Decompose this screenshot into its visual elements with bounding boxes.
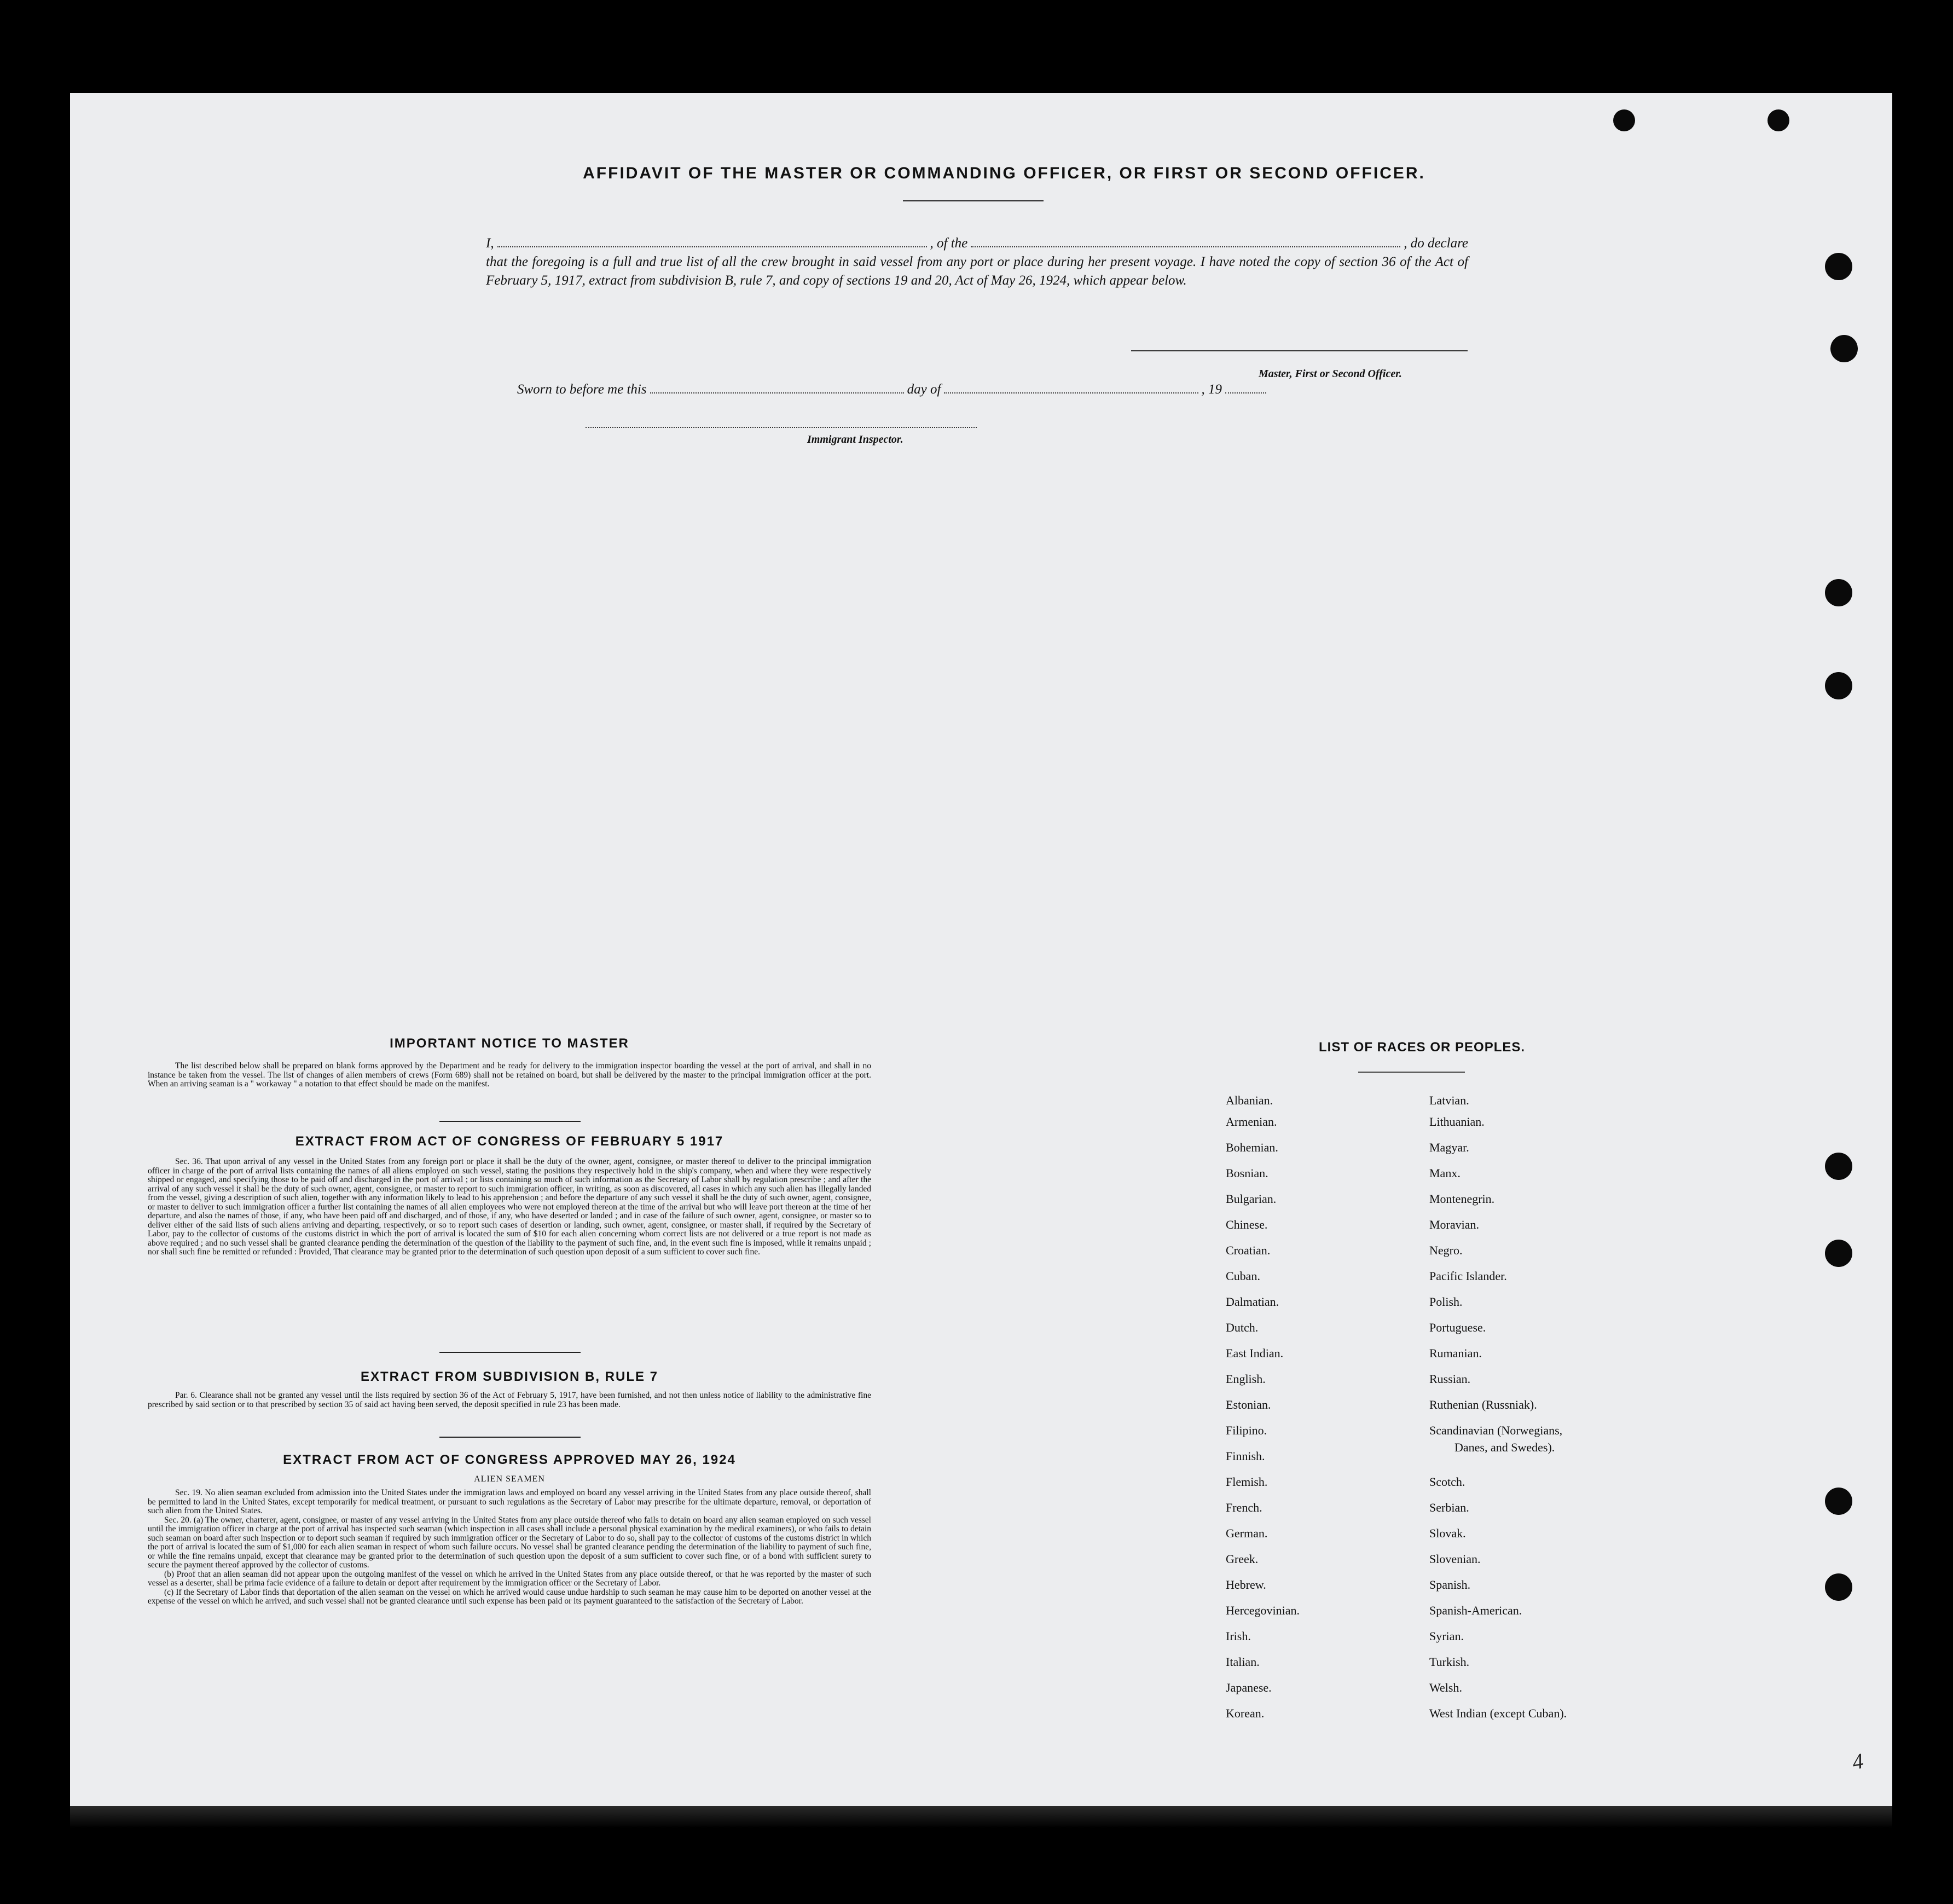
race-item: Filipino. xyxy=(1226,1423,1267,1437)
sworn-line xyxy=(517,382,1270,397)
race-item: Montenegrin. xyxy=(1429,1192,1495,1206)
race-item: Dalmatian. xyxy=(1226,1295,1279,1309)
race-item: French. xyxy=(1226,1501,1262,1514)
i-label: I, xyxy=(486,236,494,251)
race-item: English. xyxy=(1226,1372,1266,1386)
section-rule xyxy=(439,1352,581,1353)
race-item: Negro. xyxy=(1429,1243,1463,1257)
sec19-paragraph: Sec. 19. No alien seaman excluded from admission into the United States under the immigration laws and employed on board any vessel arriving in the United States from any place outside thereof, shall be permitted to land in the United States, except temporarily for medical treatment, or pursuant to such regulations as the Secretary of Labor may prescribe for the ultimate departure, removal, or deportation of such alien from the United States. xyxy=(148,1488,871,1515)
inspector-label: Immigrant Inspector. xyxy=(807,433,903,445)
signer-label: Master, First or Second Officer. xyxy=(1259,368,1402,380)
declaration-line xyxy=(486,234,1468,253)
race-item: Spanish. xyxy=(1429,1578,1471,1592)
race-item: Magyar. xyxy=(1429,1141,1469,1154)
race-item: Slovak. xyxy=(1429,1526,1466,1540)
sheet-shadow xyxy=(70,1806,1892,1828)
punch-hole xyxy=(1825,1488,1852,1515)
sworn-label: Sworn to before me this xyxy=(517,382,647,397)
extract2-text xyxy=(148,1391,871,1409)
notice-text xyxy=(148,1062,871,1089)
race-item: Irish. xyxy=(1226,1629,1251,1643)
race-item: Danes, and Swedes). xyxy=(1454,1440,1555,1454)
race-item: Serbian. xyxy=(1429,1501,1469,1514)
race-item: East Indian. xyxy=(1226,1346,1284,1360)
race-item: Japanese. xyxy=(1226,1681,1272,1694)
race-item: Bulgarian. xyxy=(1226,1192,1277,1206)
month-blank[interactable] xyxy=(944,385,1198,393)
punch-hole xyxy=(1825,1573,1852,1601)
race-item: Rumanian. xyxy=(1429,1346,1482,1360)
of-the-label: , of the xyxy=(930,236,968,251)
races-title: LIST OF RACES OR PEOPLES. xyxy=(1319,1040,1526,1055)
race-item: Polish. xyxy=(1429,1295,1463,1309)
race-item: Estonian. xyxy=(1226,1398,1271,1411)
vessel-blank[interactable] xyxy=(971,236,1400,247)
race-item: Manx. xyxy=(1429,1166,1461,1180)
race-item: Korean. xyxy=(1226,1706,1265,1720)
race-item: Flemish. xyxy=(1226,1475,1268,1489)
race-item: Scotch. xyxy=(1429,1475,1465,1489)
sec20a-paragraph: Sec. 20. (a) The owner, charterer, agent, consignee, or master of any vessel arriving in the United States from any place outside thereof who fails to detain on board any alien seaman employed on such vessel until the immigration officer in charge at the port of arrival has inspected such seaman (which inspection in all cases shall include a personal physical examination by the medical examiners), or who fails to detain such seaman on board after such inspection or to deport such seaman if required by such immigration officer or the Secretary of Labor to do so, shall pay to the collector of customs of the customs district in which the port of arrival is located the sum of $1,000 for each alien seaman in respect of whom such failure occurs. No vessel shall be granted clearance pending the determination of the liability to payment of such fine, or while the fine remains unpaid, except that clearance may be granted prior to the determination of such question upon the deposit of a sum sufficient to cover such fine, or of a bond with sufficient surety to secure the payment thereof approved by the collector of customs. xyxy=(148,1515,871,1570)
section-rule xyxy=(439,1121,581,1122)
punch-hole xyxy=(1825,579,1852,606)
extract1-text xyxy=(148,1158,871,1257)
race-item: Italian. xyxy=(1226,1655,1260,1669)
race-item: Cuban. xyxy=(1226,1269,1260,1283)
signature-line[interactable] xyxy=(1131,350,1468,351)
race-item: West Indian (except Cuban). xyxy=(1429,1706,1567,1720)
race-item: Finnish. xyxy=(1226,1449,1265,1463)
punch-hole xyxy=(1825,253,1852,280)
race-item: Welsh. xyxy=(1429,1681,1462,1694)
race-item: Syrian. xyxy=(1429,1629,1464,1643)
race-item: Hebrew. xyxy=(1226,1578,1266,1592)
name-blank[interactable] xyxy=(497,236,927,247)
year-blank[interactable] xyxy=(1225,385,1266,393)
race-item: Croatian. xyxy=(1226,1243,1271,1257)
title-rule xyxy=(903,200,1044,201)
section-rule xyxy=(439,1437,581,1438)
race-item: Chinese. xyxy=(1226,1218,1268,1231)
race-item: Lithuanian. xyxy=(1429,1115,1485,1128)
sec20b-paragraph: (b) Proof that an alien seaman did not appear upon the outgoing manifest of the vessel on which he arrived in the United States from any place outside thereof, or that he was reported by the master of such vessel as a deserter, shall be prima facie evidence of a failure to detain or deport after requirement by the immigration officer or the Secretary of Labor. xyxy=(148,1569,871,1588)
handwritten-mark: 4 xyxy=(1850,1748,1865,1775)
race-item: German. xyxy=(1226,1526,1268,1540)
punch-hole xyxy=(1825,1153,1852,1180)
race-item: Latvian. xyxy=(1429,1093,1469,1107)
race-item: Portuguese. xyxy=(1429,1321,1486,1334)
race-item: Dutch. xyxy=(1226,1321,1259,1334)
day-blank[interactable] xyxy=(650,385,904,393)
punch-hole xyxy=(1830,335,1858,362)
punch-hole xyxy=(1613,109,1635,131)
declaration-body: that the foregoing is a full and true list of all the crew brought in said vessel from any port or place during her present voyage. I have noted the copy of section 36 of the Act of February 5, 1917, extract from subdivision B, rule 7, and copy of sections 19 and 20, Act of May 26, 1924, which appear below. xyxy=(486,254,1468,288)
race-item: Ruthenian (Russniak). xyxy=(1429,1398,1537,1411)
extract3-text xyxy=(148,1489,871,1606)
year-prefix: , 19 xyxy=(1201,382,1222,397)
race-item: Scandinavian (Norwegians, xyxy=(1429,1423,1563,1437)
punch-hole xyxy=(1825,672,1852,699)
affidavit-title: AFFIDAVIT OF THE MASTER OR COMMANDING OFFICER, OR FIRST OR SECOND OFFICER. xyxy=(583,164,1425,182)
race-item: Hercegovinian. xyxy=(1226,1604,1300,1617)
sec20c-paragraph: (c) If the Secretary of Labor finds that deportation of the alien seaman on the vessel on which he arrived would cause undue hardship to such seaman he may cause him to be deported on another vessel at the expense of the vessel on which he arrived, and such vessel shall not be granted clearance until such expense has been paid or its payment guaranteed to the satisfaction of the Secretary of Labor. xyxy=(148,1587,871,1606)
race-item: Armenian. xyxy=(1226,1115,1277,1128)
sec36-paragraph: Sec. 36. That upon arrival of any vessel in the United States from any foreign port or place it shall be the duty of the owner, agent, consignee, or master thereof to deliver to the principal immigration officer in charge of the port of arrival lists containing the names of all aliens employed on such vessel, stating the positions they respectively hold in the ship's company, when and where they were respectively shipped or engaged, and specifying those to be paid off and discharged in the port of arrival ; or lists containing so much of such information as the Secretary of Labor shall by regulation prescribe ; and after the arrival of any such vessel it shall be the duty of such owner, agent, consignee, or master to report to such immigration officer, in writing, as soon as discovered, all cases in which any such alien has illegally landed from the vessel, giving a description of such alien, together with any information likely to lead to his apprehension ; and before the departure of any such vessel it shall be the duty of such owner, agent, consignee, or master to deliver to such immigration officer a further list containing the names of all alien employees who were not employed thereon at the time of the arrival but who will leave port thereon at the time of her departure, and also the names of those, if any, who have been paid off and discharged, and of those, if any, who have deserted or landed ; and in case of the failure of such owner, agent, consignee, or master so to deliver either of the said lists of such aliens arriving and departing, respectively, or so to report such cases of desertion or landing, such owner, agent, consignee, or master shall, if required by the Secretary of Labor, pay to the collector of customs of the customs district in which the port of arrival is located the sum of $10 for each alien concerning whom correct lists are not delivered or a true report is not made as above required ; and no such vessel shall be granted clearance pending the determination of the question of the liability to the payment of such fine, and, in the event such fine is imposed, while it remains unpaid ; nor shall such fine be remitted or refunded : Provided, That clearance may be granted prior to the determination of such question upon deposit of a sum sufficient to cover such fine. xyxy=(148,1157,871,1257)
race-item: Albanian. xyxy=(1226,1093,1273,1107)
extract3-subtitle: ALIEN SEAMEN xyxy=(474,1474,545,1484)
punch-hole xyxy=(1767,109,1789,131)
race-item: Pacific Islander. xyxy=(1429,1269,1507,1283)
day-of-label: day of xyxy=(907,382,941,397)
inspector-signature-line[interactable] xyxy=(586,427,977,428)
punch-hole xyxy=(1825,1240,1852,1267)
do-declare-label: , do declare xyxy=(1404,236,1468,251)
races-rule xyxy=(1358,1072,1465,1073)
extract1-title: EXTRACT FROM ACT OF CONGRESS OF FEBRUARY 5 1917 xyxy=(295,1134,724,1149)
race-item: Turkish. xyxy=(1429,1655,1470,1669)
race-item: Spanish-American. xyxy=(1429,1604,1522,1617)
extract2-title: EXTRACT FROM SUBDIVISION B, RULE 7 xyxy=(360,1369,659,1384)
race-item: Slovenian. xyxy=(1429,1552,1481,1566)
race-item: Greek. xyxy=(1226,1552,1259,1566)
race-item: Bosnian. xyxy=(1226,1166,1268,1180)
notice-paragraph: The list described below shall be prepared on blank forms approved by the Department and be ready for delivery to the immigration inspector boarding the vessel at the port of arrival, and shall in no instance be taken from the vessel. The list of changes of alien members of crews (Form 689) shall not be retained on board, but shall be delivered by the master to the principal immigration officer at the port. When an arriving seaman is a " workaway " a notation to that effect should be made on the manifest. xyxy=(148,1061,871,1089)
extract3-title: EXTRACT FROM ACT OF CONGRESS APPROVED MAY 26, 1924 xyxy=(283,1452,736,1467)
notice-title: IMPORTANT NOTICE TO MASTER xyxy=(390,1036,629,1051)
race-item: Russian. xyxy=(1429,1372,1471,1386)
par6-paragraph: Par. 6. Clearance shall not be granted any vessel until the lists required by section 36 of the Act of February 5, 1917, have been furnished, and not then unless notice of liability to the administrative fine prescribed by said section or to that prescribed by section 35 of said act having been served, the deposit specified in rule 23 has been made. xyxy=(148,1391,871,1409)
race-item: Moravian. xyxy=(1429,1218,1480,1231)
race-item: Bohemian. xyxy=(1226,1141,1278,1154)
